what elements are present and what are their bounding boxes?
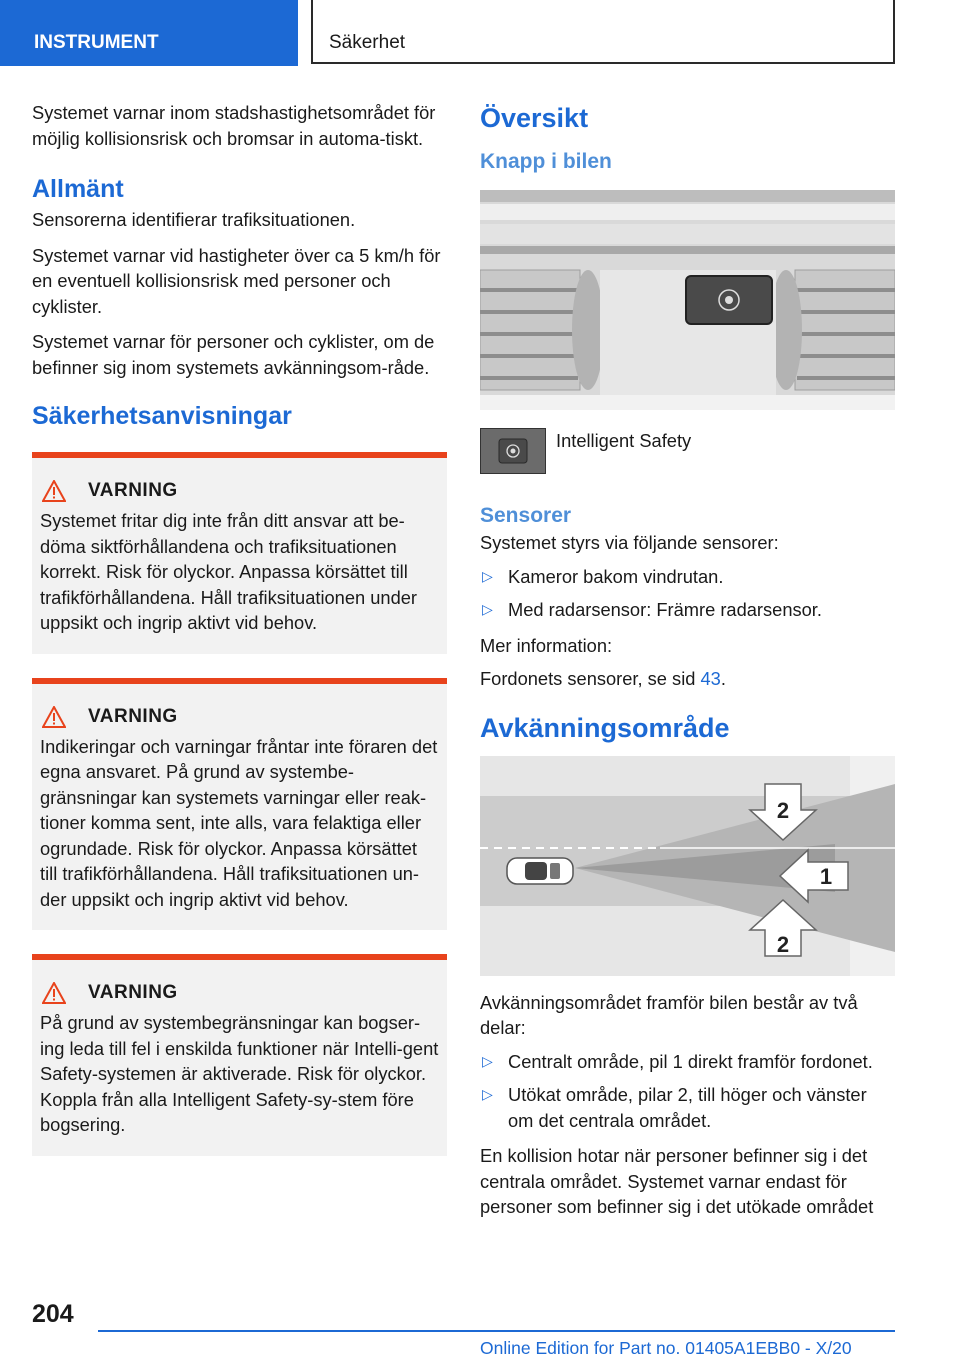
more-info-text: Mer information: bbox=[480, 634, 613, 656]
detection-area-diagram bbox=[480, 756, 895, 976]
car-icon bbox=[507, 858, 573, 884]
triangle-bullet-icon: ▷ bbox=[482, 567, 493, 584]
sensors-intro: Systemet styrs via följande sensorer: bbox=[480, 532, 779, 553]
button-legend bbox=[480, 428, 895, 474]
arrow-label: 1 bbox=[819, 863, 833, 889]
warning-label: VARNING bbox=[88, 982, 178, 1003]
footer-divider bbox=[98, 1330, 895, 1332]
right-column bbox=[480, 100, 895, 1230]
triangle-bullet-icon: ▷ bbox=[482, 1086, 493, 1102]
arrow-label: 2 bbox=[776, 931, 790, 957]
page-link[interactable]: 43 bbox=[700, 668, 721, 689]
button-legend-label: Intelligent Safety bbox=[556, 430, 692, 451]
button-heading: Knapp i bilen bbox=[480, 150, 612, 173]
list-item-text: Med radarsensor: Främre radarsensor. bbox=[508, 599, 822, 620]
edition-text: Online Edition for Part no. 01405A1EBB0 - X/20 bbox=[480, 1338, 852, 1358]
chapter-tab[interactable]: INSTRUMENT bbox=[0, 0, 298, 66]
area-heading: Avkänningsområde bbox=[480, 712, 730, 743]
reference-paragraph bbox=[480, 666, 895, 692]
area-paragraph-1: Avkänningsområdet framför bilen består av två delar: bbox=[480, 991, 858, 1038]
area-paragraph-2: En kollision hotar när personer befinner sig i det centrala området. Systemet varnar endast för personer som befinner sig i det utökade området bbox=[480, 1145, 874, 1217]
general-paragraph-3: Systemet varnar för personer och cyklister, om de befinner sig inom systemets avkänningsom-råde. bbox=[32, 331, 435, 378]
warning-label: VARNING bbox=[88, 705, 178, 727]
general-heading: Allmänt bbox=[32, 175, 124, 203]
warning-label: VARNING bbox=[88, 480, 178, 501]
warning-box bbox=[32, 452, 447, 654]
general-paragraph-1: Sensorerna identifierar trafiksituationen. bbox=[32, 209, 356, 230]
reference-suffix: . bbox=[720, 668, 726, 689]
intelligent-safety-button-icon bbox=[480, 428, 546, 474]
list-item bbox=[480, 597, 895, 623]
warning-triangle-icon bbox=[42, 706, 66, 728]
triangle-bullet-icon: ▷ bbox=[482, 601, 493, 617]
list-item-text: Centralt område, pil 1 direkt framför fordonet. bbox=[508, 1050, 873, 1072]
list-item bbox=[480, 1082, 895, 1133]
general-paragraph-2: Systemet varnar vid hastigheter över ca 5 km/h för en eventuell kollisionsrisk med personer och cyklister. bbox=[32, 244, 441, 317]
section-title: Säkerhet bbox=[311, 0, 895, 64]
safety-heading: Säkerhetsanvisningar bbox=[32, 402, 292, 430]
list-item bbox=[480, 1049, 895, 1075]
intro-paragraph: Systemet varnar inom stadshastighetsområdet för möjlig kollisionsrisk och bromsar in automa-tiskt. bbox=[32, 102, 436, 149]
page-number: 204 bbox=[32, 1300, 74, 1328]
sensors-heading: Sensorer bbox=[480, 504, 572, 527]
area-list bbox=[480, 1049, 895, 1134]
warning-text: På grund av systembegränsningar kan bogser-ing leda till fel i enskilda funktioner när Intelli-gent Safety-systemen är aktiverade. Risk för olyckor. Koppla från alla Intelligent Safety-sy-stem före bogsering. bbox=[40, 1012, 439, 1135]
warning-triangle-icon bbox=[42, 480, 66, 502]
warning-triangle-icon bbox=[42, 982, 66, 1004]
warning-box bbox=[32, 954, 447, 1156]
dashboard-button-photo bbox=[480, 190, 895, 410]
sensors-list bbox=[480, 564, 895, 623]
reference-text: Fordonets sensorer, se sid bbox=[480, 668, 701, 689]
arrow-label: 2 bbox=[776, 797, 790, 823]
warning-text: Indikeringar och varningar fråntar inte föraren det egna ansvaret. På grund av systembe-gränsningar kan systemets varningar eller reak-tioner komma sent, inte alls, vara felaktiga eller ogrundade. Risk för olyckor. Anpassa körsättet till trafikförhållandena. Håll trafiksituationen un-der uppsikt och ingrip aktivt vid behov. bbox=[40, 735, 438, 910]
warning-text: Systemet fritar dig inte från ditt ansvar att be-döma siktförhållandena och trafiksituationen korrekt. Risk för olyckor. Anpassa körsättet till trafikförhållandena. Håll trafiksituationen under uppsikt och ingrip aktivt vid behov. bbox=[40, 510, 418, 633]
triangle-bullet-icon: ▷ bbox=[482, 1052, 493, 1069]
list-item bbox=[480, 564, 895, 590]
left-column bbox=[32, 100, 447, 1180]
list-item-text: Kameror bakom vindrutan. bbox=[508, 565, 724, 587]
overview-heading: Översikt bbox=[480, 103, 589, 133]
list-item-text: Utökat område, pilar 2, till höger och vänster om det centrala området. bbox=[508, 1084, 867, 1131]
warning-box bbox=[32, 678, 447, 931]
